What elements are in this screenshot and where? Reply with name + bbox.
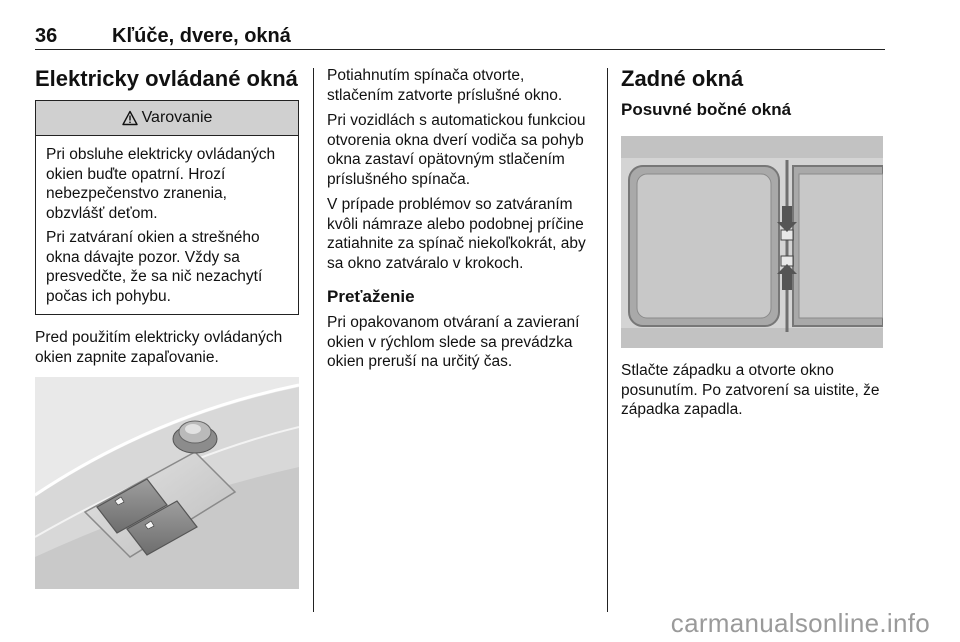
warning-box [35, 100, 299, 315]
overload-paragraph: Pri opakovanom otváraní a zavieraní okien v rýchlom slede sa prevádzka okien preruší na určitý čas. [327, 314, 580, 370]
latch-paragraph: Stlačte západku a otvorte okno posunutím. Po zatvorení sa uistite, že západka zapadla. [621, 362, 880, 418]
window-switch-illustration [35, 377, 299, 589]
page-number: 36 [35, 25, 58, 47]
rear-windows-title: Zadné okná [621, 66, 744, 91]
ignition-paragraph: Pred použitím elektricky ovládaných okien zapnite zapaľovanie. [35, 329, 283, 366]
page-header [35, 23, 885, 50]
operation-paragraph: Potiahnutím spínača otvorte, stlačením zatvorte príslušné okno. [327, 67, 563, 104]
overload-heading: Preťaženie [327, 287, 415, 306]
sliding-window-illustration [621, 136, 883, 348]
watermark: carmanualsonline.info [670, 608, 930, 638]
warning-paragraph: Pri obsluhe elektricky ovládaných okien buďte opatrní. Hrozí nebezpečenstvo zranenia, obzvlášť deťom. [46, 146, 276, 222]
automatic-paragraph: Pri vozidlách s automatickou funkciou otvorenia okna dverí vodiča sa pohyb okna zastaví opätovným stlačením príslušného spínača. [327, 112, 586, 188]
chapter-title: Kľúče, dvere, okná [112, 25, 291, 47]
section-title: Elektricky ovládané okná [35, 66, 298, 91]
warning-triangle-icon [122, 110, 138, 126]
warning-header [36, 101, 298, 136]
sliding-windows-heading: Posuvné bočné okná [621, 100, 792, 119]
column-3 [621, 66, 887, 426]
warning-label: Varovanie [141, 109, 213, 126]
frost-paragraph: V prípade problémov so zatváraním kvôli námraze alebo podobnej príčine zatiahnite za spínač niekoľkokrát, aby sa okno zatváralo v krokoch. [327, 196, 586, 272]
column-divider-right [607, 68, 608, 612]
warning-body [36, 136, 298, 314]
column-2 [327, 66, 593, 378]
warning-paragraph: Pri zatváraní okien a strešného okna dávajte pozor. Vždy sa presvedčte, že sa nič nezachytí počas ich pohybu. [46, 229, 263, 305]
column-divider-left [313, 68, 314, 612]
column-1 [35, 66, 299, 589]
